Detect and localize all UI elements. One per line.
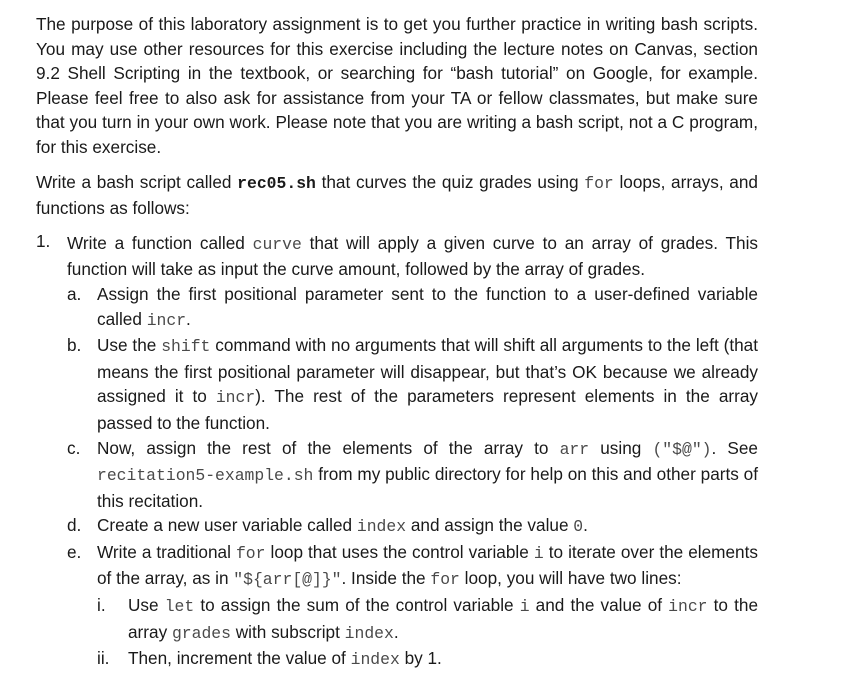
shift-code: shift (161, 337, 211, 357)
substep-e-i-text-5: with subscript (230, 621, 345, 642)
substep-e-i-text-3: and the value of (529, 595, 669, 616)
substep-c-text-1: Now, assign the rest of the elements of the array to (97, 437, 560, 458)
script-name-code: rec05.sh (237, 173, 316, 193)
incr-code-3: incr (668, 597, 708, 617)
for-code-2: for (235, 543, 266, 563)
substep-e-ii-marker: ii. (97, 648, 110, 669)
substep-e-ii (97, 646, 758, 673)
i-code-2: i (519, 597, 530, 617)
step-1-text-a: Write a function called (67, 232, 253, 253)
let-code: let (164, 597, 195, 617)
substep-e-marker: e. (67, 541, 82, 562)
substep-e-i-text-6: . (393, 621, 399, 642)
substep-c-marker: c. (67, 437, 81, 458)
substep-d (67, 513, 758, 540)
steps-list (36, 231, 758, 673)
substep-e-text-4: . Inside the (341, 568, 431, 589)
substep-b-text-2: command with no arguments that will shift all arguments to the left (that means the first positional parameter will disappear, but that’s OK because we already assigned it to (97, 335, 759, 407)
substep-e-ii-text-2: by 1. (399, 648, 442, 669)
curve-code: curve (252, 234, 302, 254)
task-text-2: that curves the quiz grades using (315, 171, 585, 192)
substep-e-ii-text-1: Then, increment the value of (128, 648, 351, 669)
substep-c-text-2: using (589, 437, 653, 458)
array-expansion-code: "${arr[@]}" (233, 570, 342, 590)
substep-e-i-marker: i. (97, 595, 106, 616)
substep-e-text-1: Write a traditional (97, 541, 236, 562)
index-code-2: index (344, 623, 394, 643)
document-page (36, 12, 758, 673)
substep-e-text-2: loop that uses the control variable (265, 541, 534, 562)
substep-e-i (97, 593, 758, 646)
substep-d-text-3: . (583, 515, 588, 536)
step-1-text (67, 231, 758, 282)
substep-a-text-2: . (186, 308, 191, 329)
substep-a-marker: a. (67, 283, 82, 304)
substep-e-i-text-1: Use (128, 595, 165, 616)
substep-a (67, 282, 758, 333)
substep-e-i-text-4: to the array (128, 595, 759, 642)
substeps-list (67, 282, 758, 673)
substep-c (67, 436, 758, 514)
intro-paragraph: The purpose of this laboratory assignment is to get you further practice in writing bash scripts. You may use other resources for this exercise including the lecture notes on Canvas, section 9.2 Shell Scripting in the textbook, or searching for “bash tutorial” on Google, for example. Please feel free to also ask for assistance from your TA or fellow classmates, but make sure that you turn in your own work. Please note that you are writing a bash script, not a C program, for this exercise. (36, 14, 758, 157)
substep-c-text-4: from my public directory for help on this and other parts of this recitation. (97, 464, 758, 511)
incr-code: incr (146, 310, 187, 330)
substep-b-text-1: Use the (97, 335, 162, 356)
index-code: index (356, 517, 407, 537)
substep-e (67, 540, 758, 673)
for-code-3: for (430, 570, 460, 590)
substep-b-text-3: ). The rest of the parameters represent elements in the array passed to the function. (97, 386, 758, 433)
task-text-3: loops, arrays, and functions as follows: (36, 171, 758, 219)
substep-d-text-2: and assign the value (406, 515, 574, 536)
grades-code: grades (171, 623, 231, 643)
for-code: for (584, 173, 614, 193)
args-code: ("$@") (652, 439, 712, 459)
substep-b (67, 333, 758, 435)
step-1 (36, 231, 758, 673)
index-code-3: index (350, 650, 400, 670)
task-text-1: Write a bash script called (36, 171, 238, 192)
zero-code: 0 (573, 517, 584, 537)
substep-c-text-3: . See (711, 437, 758, 458)
substep-b-marker: b. (67, 335, 82, 356)
incr-code-2: incr (215, 388, 256, 408)
substep-d-marker: d. (67, 515, 82, 536)
substep-e-i-text-2: to assign the sum of the control variable (194, 595, 520, 616)
substep-e-text-5: loop, you will have two lines: (459, 568, 682, 589)
step-1-marker: 1. (36, 230, 51, 251)
substep-e-text-3: to iterate over the elements of the array, as in (97, 541, 758, 589)
substep-d-text-1: Create a new user variable called (97, 515, 357, 536)
sub-substeps-list (97, 593, 758, 673)
arr-code: arr (559, 439, 590, 459)
step-1-text-b: that will apply a given curve to an array of grades. This function will take as input the curve amount, followed by the array of grades. (67, 232, 758, 280)
substep-a-text-1: Assign the first positional parameter sent to the function to a user-defined variable called (97, 283, 758, 329)
example-file-code: recitation5-example.sh (97, 466, 314, 486)
i-code: i (533, 543, 544, 563)
task-paragraph (36, 170, 758, 221)
